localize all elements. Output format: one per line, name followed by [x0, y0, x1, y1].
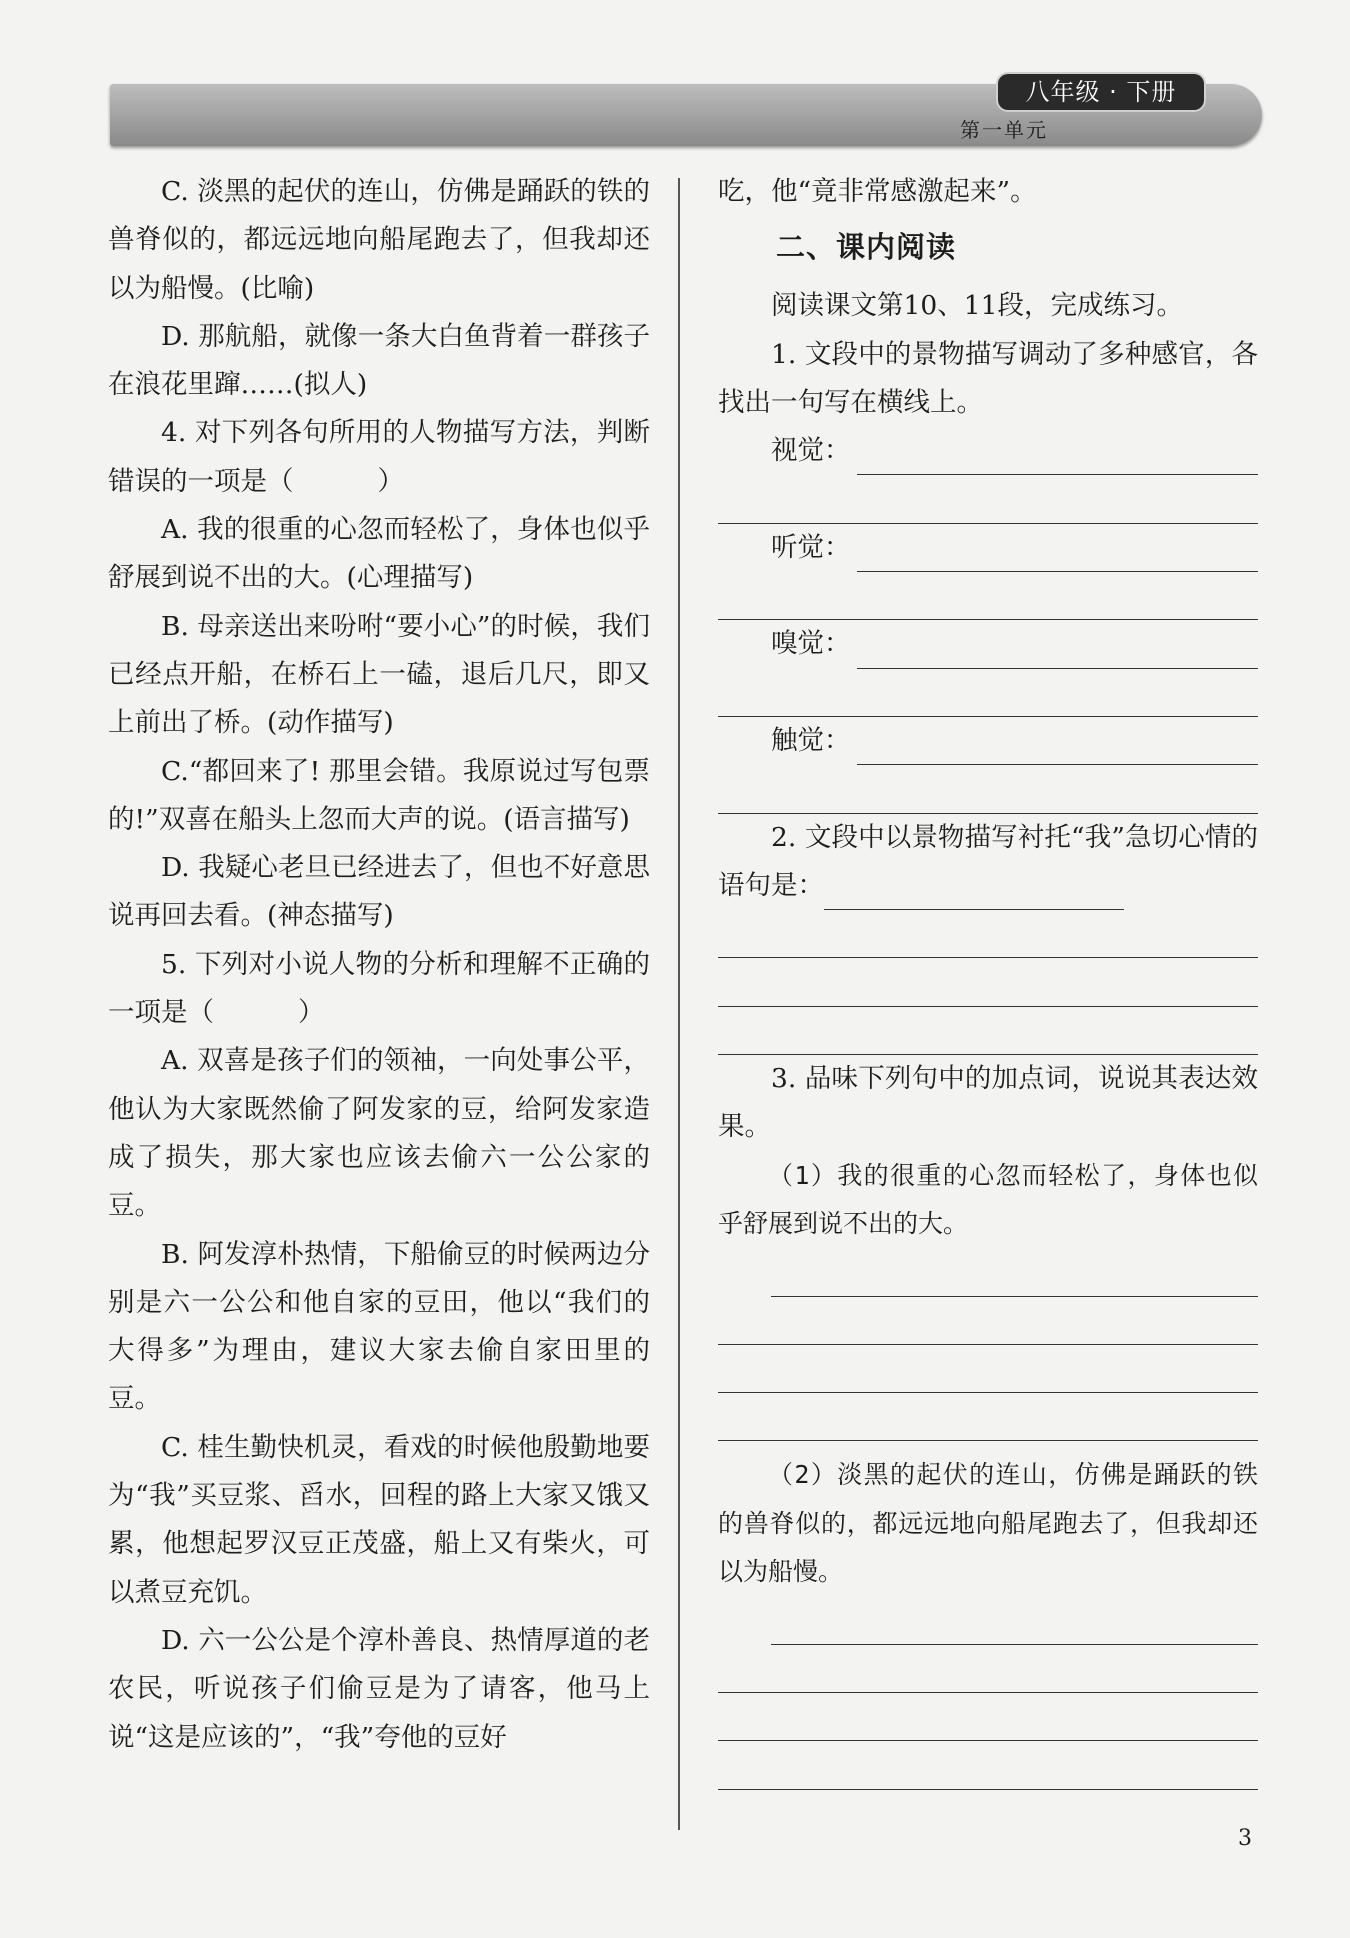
answer-line[interactable]	[771, 1248, 1258, 1296]
sense-row-touch	[718, 717, 1258, 765]
answer-line[interactable]	[718, 1345, 1258, 1393]
q4-option-b: B. 母亲送出来吩咐“要小心”的时候，我们已经点开船，在桥石上一磕，退后几尺，即又上前出了桥。(动作描写)	[108, 610, 650, 739]
sense-label: 视觉：	[771, 435, 851, 467]
sense-row-hearing	[718, 524, 1258, 572]
q5-option-d: D. 六一公公是个淳朴善良、热情厚道的老农民，听说孩子们偷豆是为了请客，他马上说“这是应该的”，“我”夸他的豆好	[108, 1624, 650, 1753]
q3-option-c: C. 淡黑的起伏的连山，仿佛是踊跃的铁的兽脊似的，都远远地向船尾跑去了，但我却还以为船慢。(比喻)	[108, 176, 650, 304]
question-5	[108, 941, 650, 1038]
question-2-stem: 2. 文段中以景物描写衬托“我”急切心情的语句是：	[718, 821, 1258, 901]
question-4	[108, 409, 650, 506]
answer-line[interactable]	[718, 669, 1258, 717]
column-divider	[678, 178, 680, 1830]
q3-option-d: D. 那航船，就像一条大白鱼背着一群孩子在浪花里蹿……(拟人)	[108, 320, 650, 401]
question-3-1: （1）我的很重的心忽而轻松了，身体也似乎舒展到说不出的大。	[718, 1160, 1258, 1238]
answer-line[interactable]	[718, 1007, 1258, 1055]
q4-option-c: C.“都回来了! 那里会错。我原说过写包票的!”双喜在船头上忽而大声的说。(语言描写)	[108, 755, 650, 835]
question-4-stem: 4. 对下列各句所用的人物描写方法，判断错误的一项是（	[108, 417, 650, 497]
answer-line[interactable]	[857, 537, 1259, 572]
sense-label: 嗅觉：	[771, 628, 851, 660]
answer-line[interactable]	[857, 730, 1259, 765]
page-number: 3	[1238, 1826, 1252, 1851]
unit-label: 第一单元	[960, 118, 1048, 142]
answer-line[interactable]	[824, 879, 1124, 910]
answer-line[interactable]	[718, 958, 1258, 1006]
answer-line[interactable]	[718, 1297, 1258, 1345]
answer-line[interactable]	[718, 572, 1258, 620]
answer-line[interactable]	[718, 1393, 1258, 1441]
answer-line[interactable]	[771, 1596, 1258, 1644]
grade-tab: 八年级 · 下册	[998, 74, 1204, 110]
q5-option-b: B. 阿发淳朴热情，下船偷豆的时候两边分别是六一公公和他自家的豆田，他以“我们的大得多”为理由，建议大家去偷自家田里的豆。	[108, 1238, 650, 1415]
reading-instruction: 阅读课文第10、11段，完成练习。	[771, 290, 1183, 322]
section-title: 二、课内阅读	[776, 230, 957, 265]
left-column	[108, 168, 650, 1762]
question-3-2: （2）淡黑的起伏的连山，仿佛是踊跃的铁的兽脊似的，都远远地向船尾跑去了，但我却还以为船慢。	[718, 1460, 1258, 1587]
question-5-close: ）	[298, 997, 325, 1029]
answer-line[interactable]	[718, 910, 1258, 958]
answer-line[interactable]	[857, 440, 1259, 475]
sense-label: 触觉：	[771, 724, 851, 756]
question-1: 1. 文段中的景物描写调动了多种感官，各找出一句写在横线上。	[718, 338, 1258, 418]
question-3: 3. 品味下列句中的加点词，说说其表达效果。	[718, 1063, 1258, 1143]
q5-option-c: C. 桂生勤快机灵，看戏的时候他殷勤地要为“我”买豆浆、舀水，回程的路上大家又饿又累，他想起罗汉豆正茂盛，船上又有柴火，可以煮豆充饥。	[108, 1431, 650, 1608]
answer-line[interactable]	[857, 634, 1259, 669]
answer-line[interactable]	[718, 1741, 1258, 1789]
q4-option-a: A. 我的很重的心忽而轻松了，身体也似乎舒展到说不出的大。(心理描写)	[108, 514, 650, 594]
question-2	[718, 814, 1258, 911]
sense-row-smell	[718, 620, 1258, 668]
question-4-close: ）	[377, 465, 404, 497]
question-5-stem: 5. 下列对小说人物的分析和理解不正确的一项是（	[108, 948, 650, 1029]
q5-option-a: A. 双喜是孩子们的领袖，一向处事公平，他认为大家既然偷了阿发家的豆，给阿发家造成了损失，那大家也应该去偷六一公公家的豆。	[108, 1045, 650, 1222]
answer-line[interactable]	[718, 765, 1258, 813]
answer-line[interactable]	[718, 1693, 1258, 1741]
sense-row-visual	[718, 427, 1258, 475]
answer-line[interactable]	[718, 475, 1258, 523]
continued-text: 吃，他“竟非常感激起来”。	[718, 176, 1037, 207]
q4-option-d: D. 我疑心老旦已经进去了，但也不好意思说再回去看。(神态描写)	[108, 852, 650, 932]
answer-line[interactable]	[718, 1645, 1258, 1693]
sense-label: 听觉：	[771, 531, 851, 563]
right-column	[718, 168, 1258, 1790]
